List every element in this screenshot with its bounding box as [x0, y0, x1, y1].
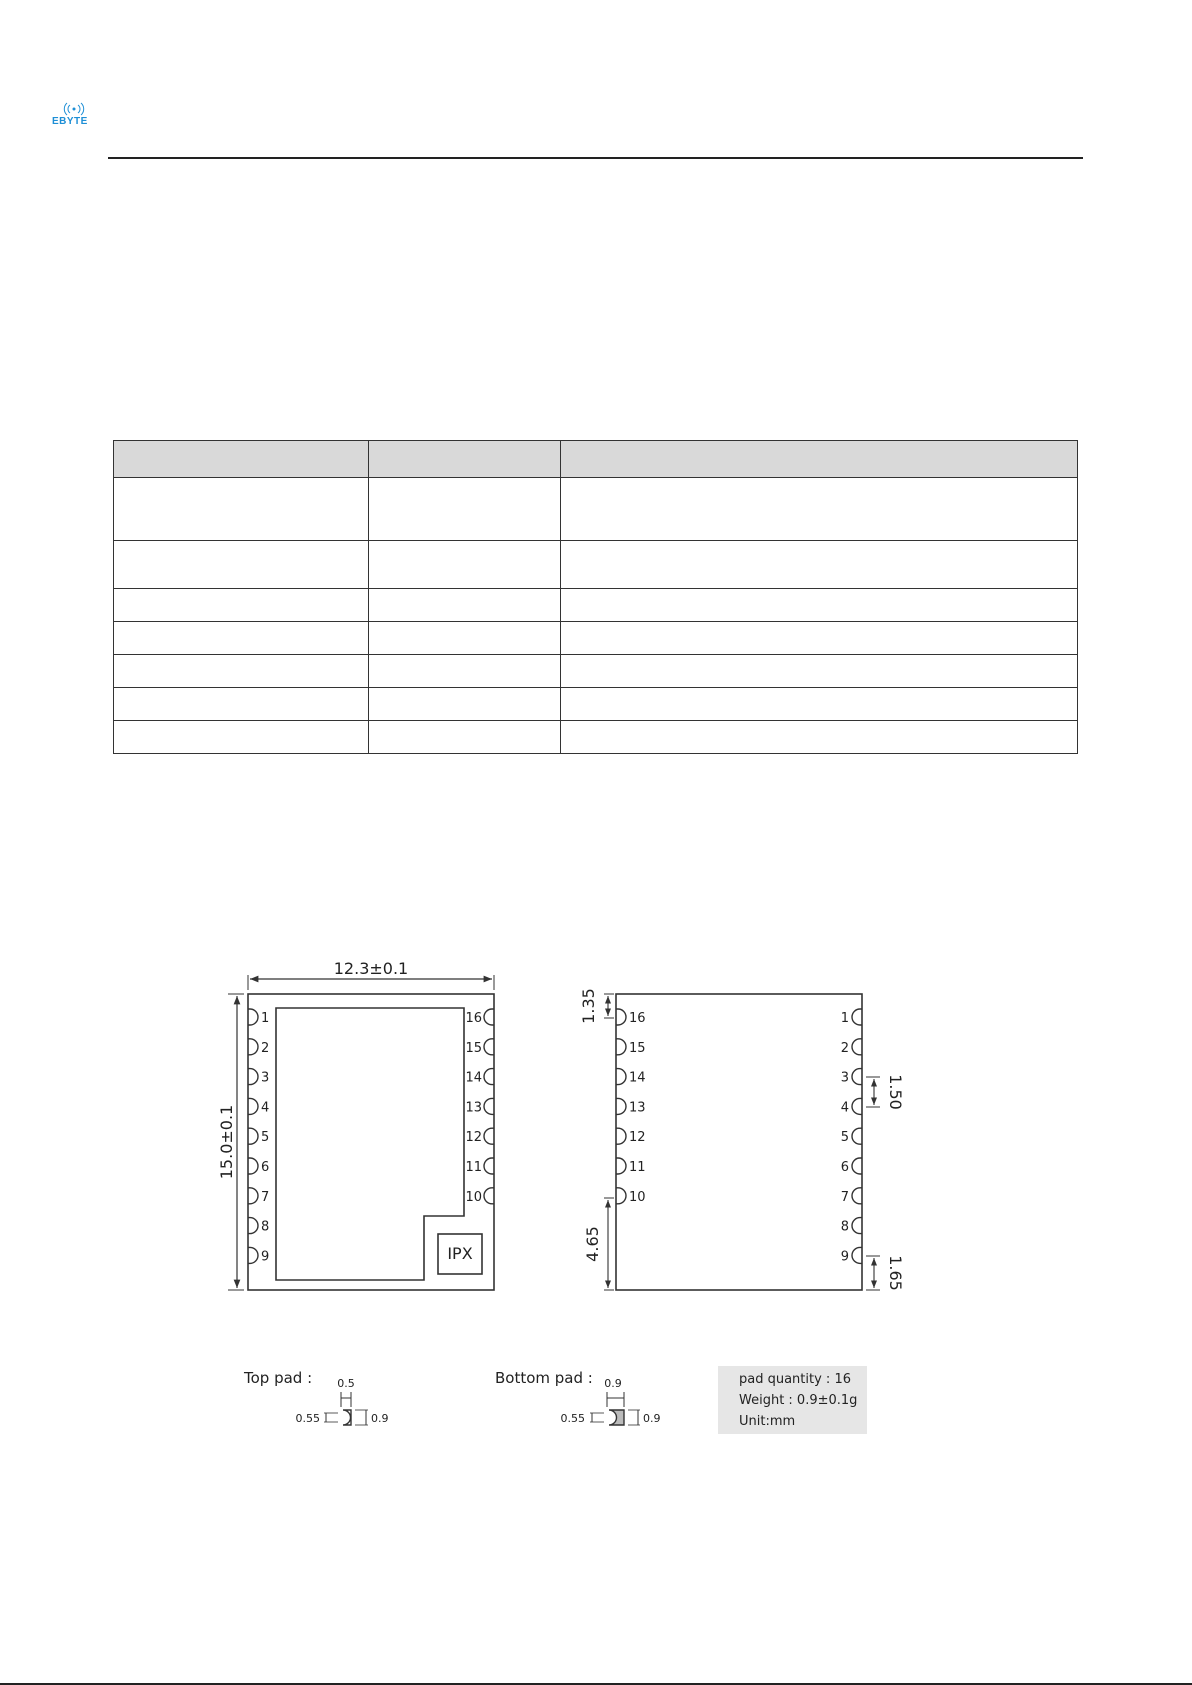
- table-cell: [114, 441, 369, 478]
- table-cell: [561, 622, 1078, 655]
- table-cell: [369, 688, 561, 721]
- bottom-pad-width: 0.9: [604, 1377, 622, 1390]
- table-row: [114, 541, 1078, 589]
- pin-label: 5: [261, 1130, 270, 1146]
- ipx-label: IPX: [447, 1244, 473, 1263]
- bottom-pad-left: 0.55: [560, 1412, 585, 1425]
- pin-label: 6: [261, 1160, 270, 1175]
- bottom-pad-right: 0.9: [643, 1412, 661, 1425]
- table-row: [114, 688, 1078, 721]
- pin-label: 16: [629, 1011, 646, 1026]
- top-pad-left: 0.55: [295, 1412, 320, 1425]
- castellated-pad: [248, 1009, 258, 1025]
- castellated-pad: [852, 1039, 862, 1055]
- table-cell: [114, 622, 369, 655]
- castellated-pad: [484, 1188, 494, 1204]
- pin-label: 14: [465, 1070, 482, 1086]
- castellated-pad: [852, 1128, 862, 1144]
- pin-label: 15: [629, 1040, 646, 1056]
- table-cell: [561, 688, 1078, 721]
- pin-label: 8: [261, 1219, 270, 1235]
- bottom-pad-label: Bottom pad :: [495, 1369, 593, 1387]
- castellated-pad: [616, 1009, 626, 1025]
- pin-label: 11: [465, 1160, 482, 1175]
- castellated-pad: [852, 1158, 862, 1174]
- table-cell: [561, 655, 1078, 688]
- mechanical-drawing: [0, 940, 1192, 1460]
- pin-label: 6: [840, 1160, 849, 1175]
- bottom-pad-shape: [609, 1410, 624, 1425]
- pin-label: 16: [465, 1011, 482, 1026]
- dim-bottom-right: 1.65: [886, 1255, 905, 1291]
- pin-label: 10: [629, 1189, 646, 1205]
- pin-label: 7: [261, 1189, 270, 1205]
- castellated-pad: [852, 1247, 862, 1263]
- castellated-pad: [616, 1158, 626, 1174]
- castellated-pad: [616, 1039, 626, 1055]
- pin-label: 12: [629, 1130, 646, 1146]
- table-cell: [561, 441, 1078, 478]
- height-dimension: 15.0±0.1: [217, 1104, 236, 1180]
- pin-label: 14: [629, 1070, 646, 1086]
- table-row: [114, 721, 1078, 754]
- dim-pitch: 1.50: [886, 1074, 905, 1110]
- pin-label: 15: [465, 1040, 482, 1056]
- castellated-pad: [852, 1098, 862, 1114]
- pin-label: 11: [629, 1160, 646, 1175]
- castellated-pad: [484, 1069, 494, 1085]
- pin-label: 4: [840, 1100, 849, 1116]
- castellated-pad: [616, 1069, 626, 1085]
- pin-label: 2: [261, 1040, 270, 1056]
- pin-label: 1: [840, 1011, 849, 1026]
- table-cell: [369, 441, 561, 478]
- header-divider: [108, 157, 1083, 159]
- castellated-pad: [484, 1039, 494, 1055]
- castellated-pad: [248, 1098, 258, 1114]
- brand-logo: EBYTE: [52, 116, 88, 127]
- table-cell: [114, 655, 369, 688]
- castellated-pad: [852, 1188, 862, 1204]
- table-cell: [369, 721, 561, 754]
- castellated-pad: [248, 1158, 258, 1174]
- pin-label: 3: [840, 1070, 849, 1086]
- table-cell: [561, 721, 1078, 754]
- castellated-pad: [484, 1009, 494, 1025]
- castellated-pad: [248, 1128, 258, 1144]
- table-cell: [114, 721, 369, 754]
- top-pad-width: 0.5: [337, 1377, 355, 1390]
- castellated-pad: [248, 1247, 258, 1263]
- dim-top-offset: 1.35: [579, 988, 598, 1024]
- table-row: [114, 622, 1078, 655]
- table-cell: [369, 622, 561, 655]
- castellated-pad: [248, 1069, 258, 1085]
- antenna-shield-outline: [276, 1008, 464, 1280]
- table-row: [114, 478, 1078, 541]
- table-cell: [369, 541, 561, 589]
- table-cell: [114, 589, 369, 622]
- table-cell: [369, 478, 561, 541]
- pin-label: 13: [465, 1100, 482, 1116]
- table-cell: [114, 541, 369, 589]
- pin-label: 13: [629, 1100, 646, 1116]
- table-cell: [114, 478, 369, 541]
- top-pad-shape: [343, 1410, 351, 1425]
- dim-bottom-left: 4.65: [583, 1226, 602, 1262]
- castellated-pad: [616, 1098, 626, 1114]
- table-cell: [369, 589, 561, 622]
- table-cell: [561, 478, 1078, 541]
- module-outline-bottom: [616, 994, 862, 1290]
- castellated-pad: [248, 1188, 258, 1204]
- table-row: [114, 589, 1078, 622]
- pin-label: 5: [840, 1130, 849, 1146]
- castellated-pad: [852, 1009, 862, 1025]
- pin-label: 9: [261, 1249, 270, 1265]
- pin-label: 2: [840, 1040, 849, 1056]
- table-cell: [369, 655, 561, 688]
- table-cell: [561, 589, 1078, 622]
- castellated-pad: [484, 1158, 494, 1174]
- pin-label: 10: [465, 1189, 482, 1205]
- pin-label: 7: [840, 1189, 849, 1205]
- castellated-pad: [484, 1128, 494, 1144]
- top-pad-label: Top pad :: [244, 1369, 313, 1387]
- castellated-pad: [852, 1069, 862, 1085]
- castellated-pad: [248, 1218, 258, 1234]
- pad-quantity: pad quantity : 16: [739, 1372, 851, 1387]
- pin-label: 12: [465, 1130, 482, 1146]
- width-dimension: 12.3±0.1: [333, 959, 409, 978]
- table-header-row: [114, 441, 1078, 478]
- pin-label: 4: [261, 1100, 270, 1116]
- table-cell: [561, 541, 1078, 589]
- top-pad-right: 0.9: [371, 1412, 389, 1425]
- table-cell: [114, 688, 369, 721]
- spec-table: [113, 440, 1078, 754]
- table-row: [114, 655, 1078, 688]
- castellated-pad: [616, 1188, 626, 1204]
- weight: Weight : 0.9±0.1g: [739, 1393, 858, 1408]
- unit: Unit:mm: [739, 1414, 796, 1429]
- pin-label: 8: [840, 1219, 849, 1235]
- pin-label: 9: [840, 1249, 849, 1265]
- castellated-pad: [852, 1218, 862, 1234]
- castellated-pad: [616, 1128, 626, 1144]
- castellated-pad: [484, 1098, 494, 1114]
- pin-label: 3: [261, 1070, 270, 1086]
- pin-label: 1: [261, 1011, 270, 1026]
- castellated-pad: [248, 1039, 258, 1055]
